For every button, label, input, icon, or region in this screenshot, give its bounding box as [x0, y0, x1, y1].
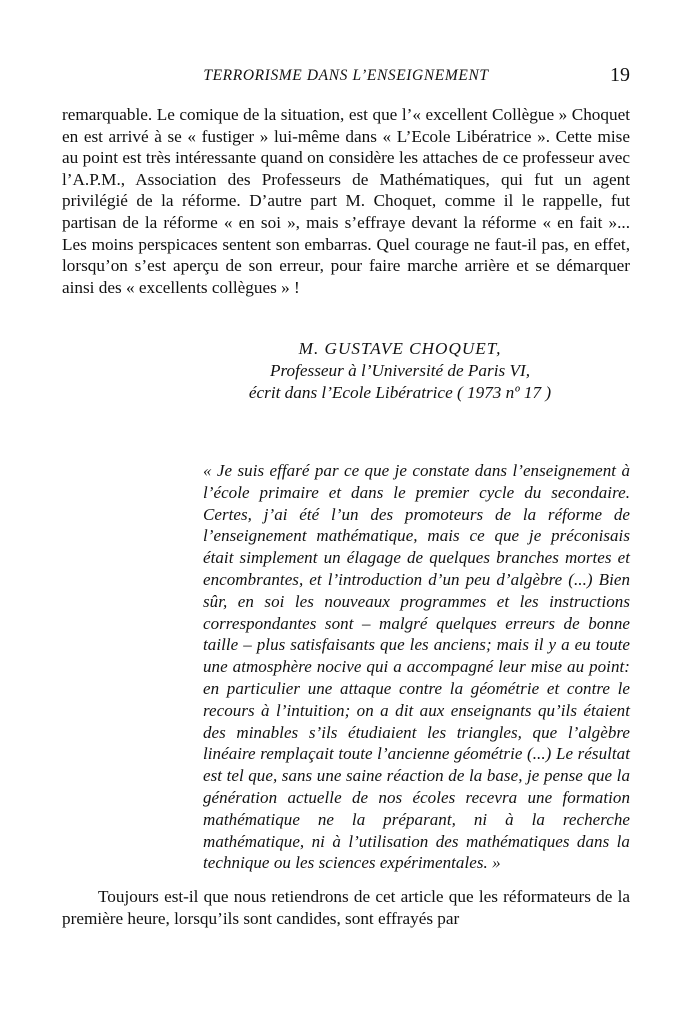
intro-paragraph: remarquable. Le comique de la situation, est que l’« excellent Collègue » Choquet en est arrivé à se « fustiger » lui-même dans « L’Ecole Libératrice ». Cette mise au point est très intéressante quand on considère les attaches de ce professeur avec l’A.P.M., Association des Professeurs de Mathématiques, qui fut un agent privilégié de la réforme. D’autre part M. Choquet, comme il le rappelle, fut partisan de la réforme « en soi », mais s’effraye devant la réforme « en fait »... Les moins perspicaces sentent son embarras. Quel courage ne faut-il pas, en effet, lorsqu’on s’est aperçu de son erreur, pour faire marche arrière et se démarquer ainsi des « excellents collègues » !	[62, 105, 630, 297]
author-position: Professeur à l’Université de Paris VI,	[270, 361, 530, 380]
signature-block	[200, 338, 600, 404]
page-header	[62, 64, 630, 88]
quote-paragraph: « Je suis effaré par ce que je constate dans l’enseignement à l’école primaire et dans le premier cycle du secondaire. Certes, j’ai été l’un des promoteurs de la réforme de l’enseignement mathématique, mais ce que je préconisais était simplement un élagage de quelques branches mortes et encombrantes, et l’introduction d’un peu d’algèbre (...) Bien sûr, en soi les nouveaux programmes et les instructions correspondantes sont – malgré quelques erreurs de bonne taille – plus satisfaisants que les anciens; mais il y a eu toute une atmosphère nocive qui a accompagné leur mise au point: en particulier une attaque contre la géométrie et contre le recours à l’intuition; on a dit aux enseignants qu’ils étaient des minables s’ils étudiaient les triangles, que l’algèbre linéaire remplaçait toute l’ancienne géométrie (...) Le résultat est tel que, sans une saine réaction de la base, je pense que la génération actuelle de nos écoles recevra une formation mathématique ne la préparant, ni à la recherche mathématique, ni à l’utilisation des mathématiques dans la technique ou les sciences expérimentales. »	[203, 461, 630, 873]
closing-paragraph: Toujours est-il que nous retiendrons de cet article que les réformateurs de la première heure, lorsqu’ils sont candides, sont effrayés par	[62, 887, 630, 928]
page-number: 19	[610, 64, 630, 86]
running-title: TERRORISME DANS L’ENSEIGNEMENT	[203, 67, 489, 84]
author-name: M. GUSTAVE CHOQUET,	[298, 339, 502, 358]
source-citation: écrit dans l’Ecole Libératrice ( 1973 nº 17 )	[248, 383, 552, 402]
